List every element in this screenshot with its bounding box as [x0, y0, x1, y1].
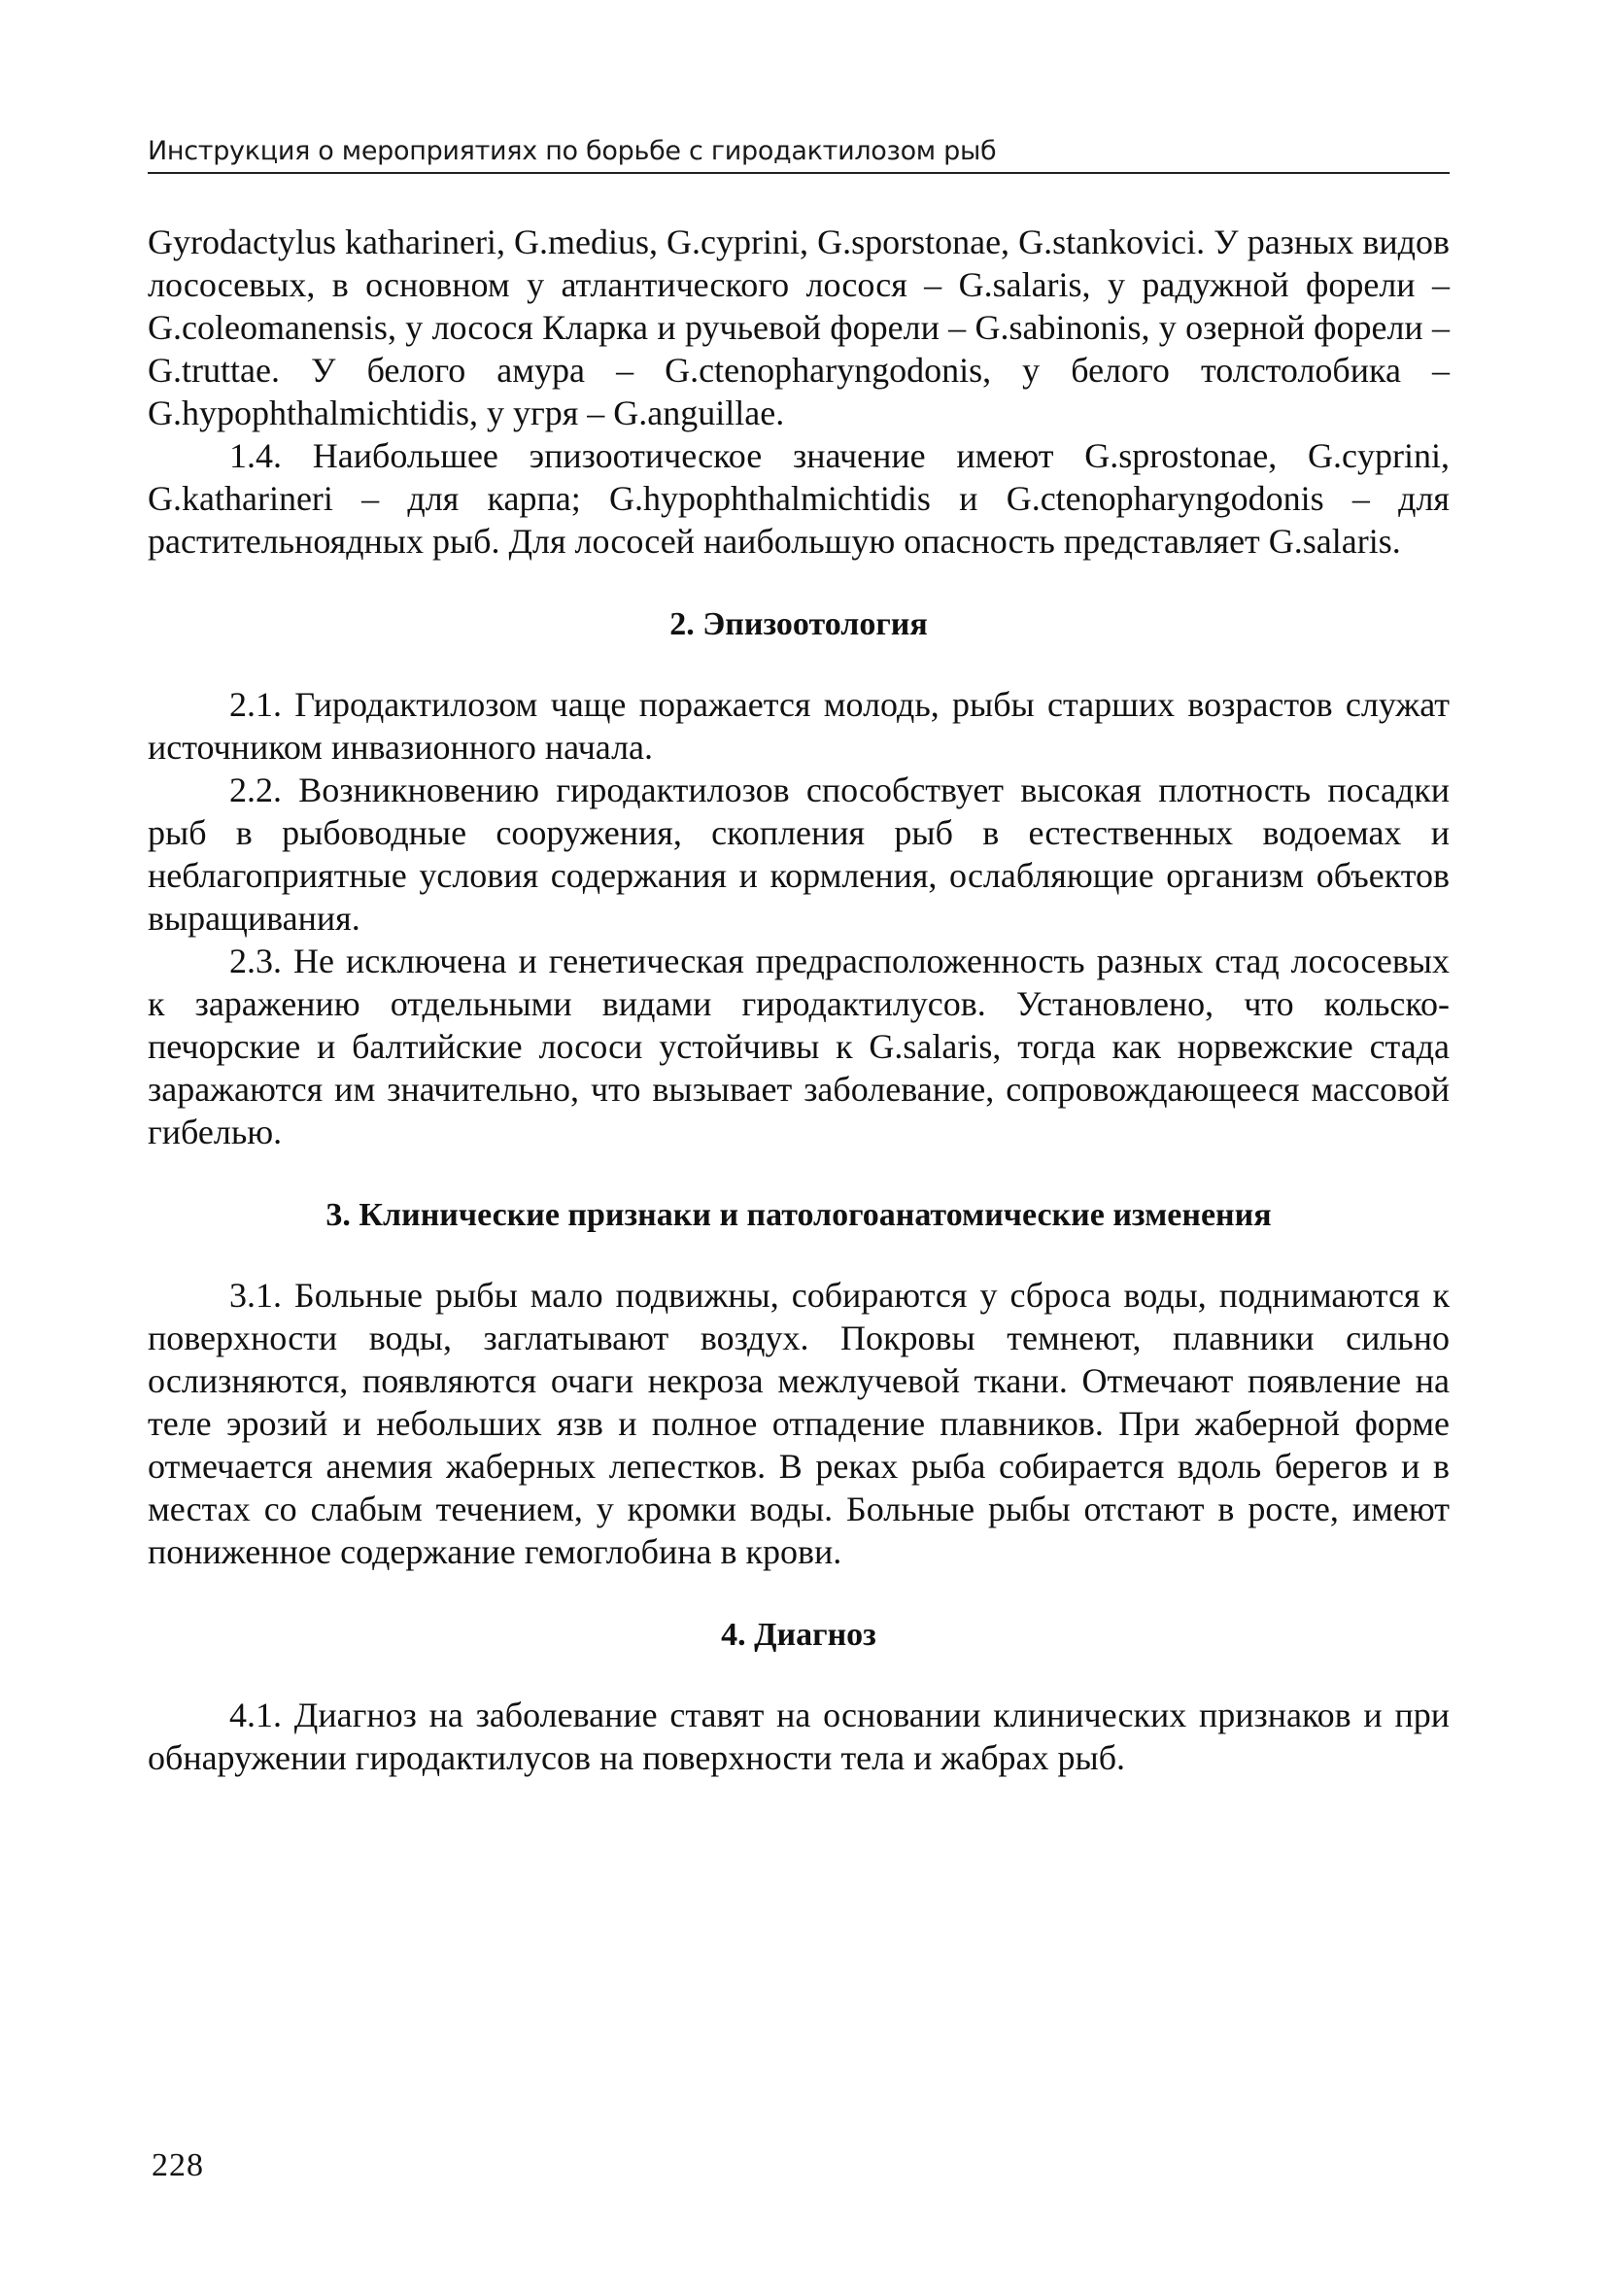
section-heading-diagnosis: 4. Диагноз [721, 1617, 876, 1653]
document-page [148, 136, 1450, 2235]
paragraph-4-1: 4.1. Диагноз на заболевание ставят на основании клинических признаков и при обнаружении гиродактилусов на поверхности тела и жабрах рыб. [148, 1696, 1450, 1777]
paragraph-2-1: 2.1. Гиродактилозом чаще поражается молодь, рыбы старших возрастов служат источником инвазионного начала. [148, 685, 1450, 767]
paragraph-2-3: 2.3. Не исключена и генетическая предрасположенность разных стад лососевых к заражению отдельными видами гиродактилусов. Установлено, что кольско-печорские и балтийские лососи устойчивы к G.salaris, тогда как норвежские стада заражаются им значительно, что вызывает заболевание, сопровождающееся массовой гибелью. [148, 942, 1450, 1151]
section-heading-clinical-signs: 3. Клинические признаки и патологоанатомические изменения [325, 1197, 1272, 1233]
paragraph-3-1: 3.1. Больные рыбы мало подвижны, собираются у сброса воды, поднимаются к поверхности воды, заглатывают воздух. Покровы темнеют, плавники сильно ослизняются, появляются очаги некроза межлучевой ткани. Отмечают появление на теле эрозий и небольших язв и полное отпадение плавников. При жаберной форме отмечается анемия жаберных лепестков. В реках рыба собирается вдоль берегов и в местах со слабым течением, у кромки воды. Больные рыбы отстают в росте, имеют пониженное содержание гемоглобина в крови. [148, 1276, 1450, 1571]
paragraph-2-2: 2.2. Возникновению гиродактилозов способствует высокая плотность посадки рыб в рыбоводные сооружения, скопления рыб в естественных водоемах и неблагоприятные условия содержания и кормления, ослабляющие организм объектов выращивания. [148, 771, 1450, 938]
body-text [148, 221, 1450, 1779]
paragraph-intro-continuation: Gyrodactylus katharineri, G.medius, G.cyprini, G.sporstonae, G.stankovici. У разных видов лососевых, в основном у атлантического лосося – G.salaris, у радужной форели – G.coleomanensis, у лосося Кларка и ручьевой форели – G.sabinonis, у озерной форели – G.truttae. У белого амура – G.ctenopharyngodonis, у белого толстолобика – G.hypophthalmichtidis, у угря – G.anguillae. [148, 223, 1450, 432]
page-number: 228 [152, 2147, 204, 2183]
running-head: Инструкция о мероприятиях по борьбе с гиродактилозом рыб [148, 136, 1450, 174]
paragraph-1-4: 1.4. Наибольшее эпизоотическое значение имеют G.sprostonae, G.cyprini, G.katharineri – для карпа; G.hypophthalmichtidis и G.ctenopharyngodonis – для растительноядных рыб. Для лососей наибольшую опасность представляет G.salaris. [148, 436, 1450, 561]
section-heading-epizootology: 2. Эпизоотология [669, 606, 928, 642]
